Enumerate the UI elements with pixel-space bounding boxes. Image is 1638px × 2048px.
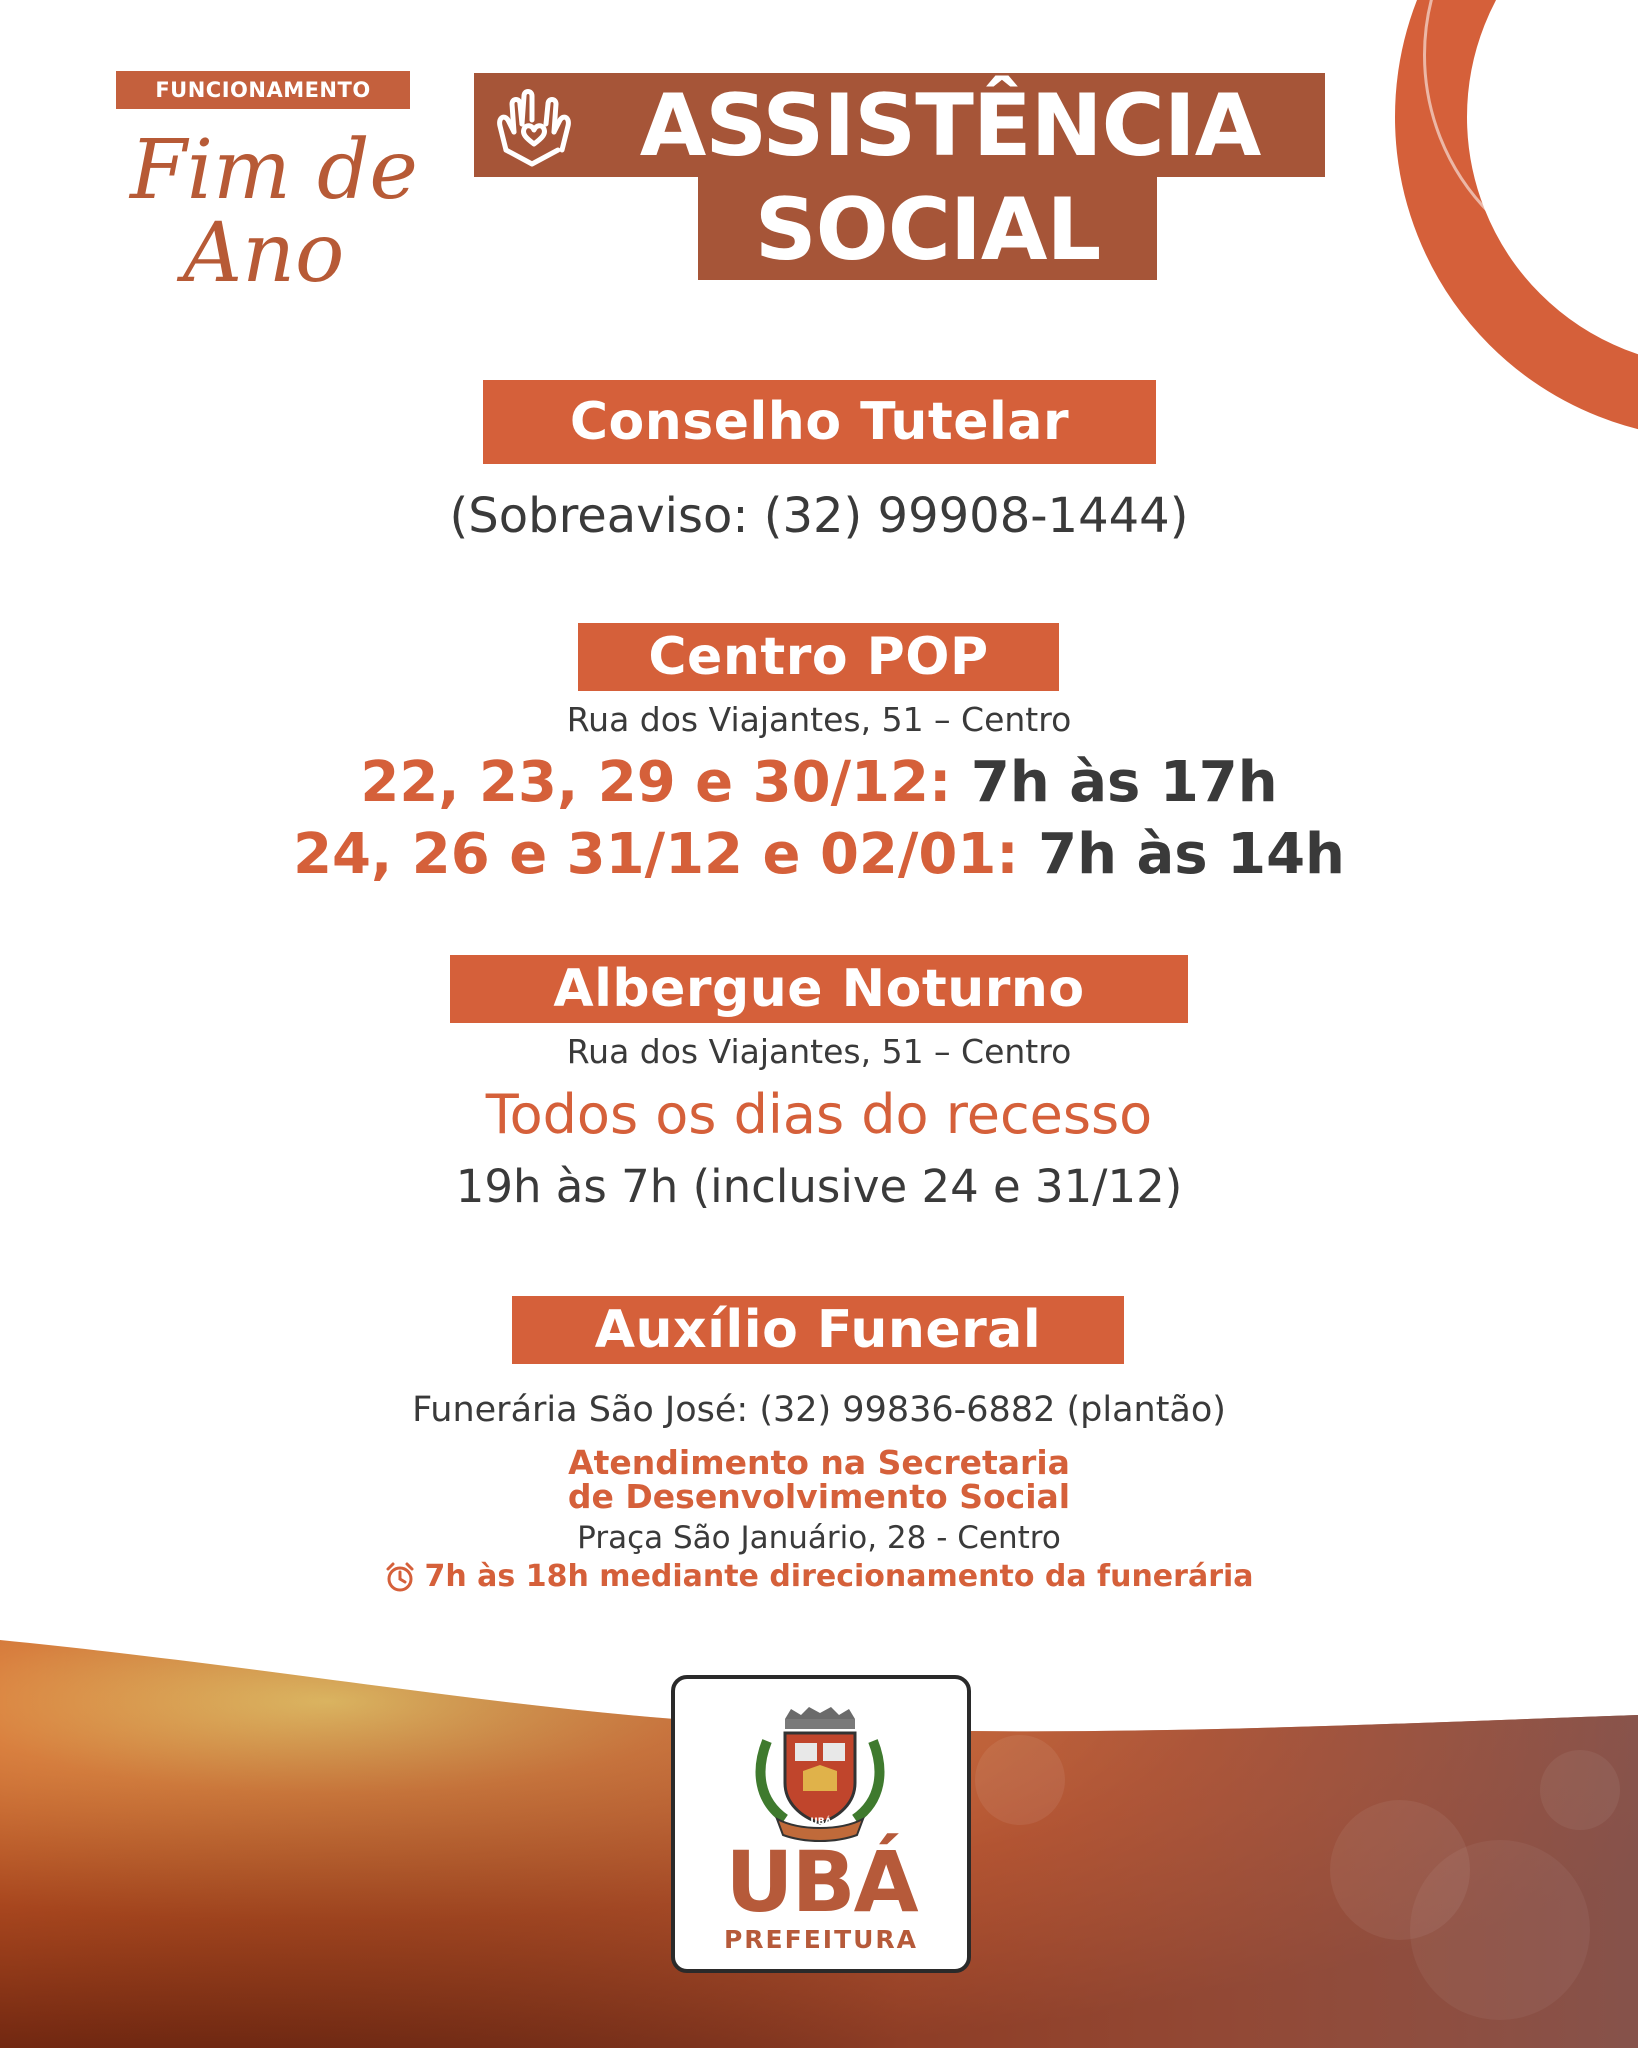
city-coat-of-arms-icon [745,1701,895,1851]
secretaria-address: Praça São Januário, 28 - Centro [577,1520,1061,1556]
albergue-address: Rua dos Viajantes, 51 – Centro [566,1032,1072,1071]
logo-name: UBÁ [725,1833,917,1931]
centro-pop-schedule-1 [0,750,1638,815]
schedule-1-dates: 22, 23, 29 e 30/12: [360,750,952,815]
heading-centro-pop: Centro POP [578,623,1059,691]
attend-line-2: de Desenvolvimento Social [567,1477,1071,1516]
crest-label: UBÁ [810,1817,832,1827]
script-ano: Ano [183,206,345,301]
alarm-clock-icon [384,1561,416,1593]
funcionamento-badge: FUNCIONAMENTO [116,71,410,109]
prefeitura-logo-card [671,1675,971,1973]
schedule-2-hours: 7h às 14h [1018,822,1345,887]
heading-conselho-tutelar: Conselho Tutelar [483,380,1156,464]
hands-heart-icon [488,80,580,172]
auxilio-hours-text: 7h às 18h mediante direcionamento da funerária [424,1559,1254,1594]
centro-pop-address: Rua dos Viajantes, 51 – Centro [566,700,1072,739]
schedule-1-hours: 7h às 17h [951,750,1278,815]
heading-auxilio-funeral: Auxílio Funeral [512,1296,1124,1364]
script-fim-de: Fim de [130,123,418,218]
heading-albergue-noturno: Albergue Noturno [450,955,1188,1023]
centro-pop-schedule-2 [0,822,1638,887]
auxilio-hours-row [0,1559,1638,1594]
logo-subtitle: PREFEITURA [723,1925,919,1954]
albergue-hours: 19h às 7h (inclusive 24 e 31/12) [455,1160,1183,1213]
title-line-2: SOCIAL [754,180,1101,280]
attend-line-1: Atendimento na Secretaria [568,1443,1070,1482]
title-line-1: ASSISTÊNCIA [639,76,1261,176]
albergue-highlight: Todos os dias do recesso [485,1083,1153,1146]
schedule-2-dates: 24, 26 e 31/12 e 02/01: [293,822,1019,887]
conselho-sobreaviso: (Sobreaviso: (32) 99908-1444) [449,488,1189,544]
funeraria-phone: Funerária São José: (32) 99836-6882 (plantão) [412,1390,1226,1430]
